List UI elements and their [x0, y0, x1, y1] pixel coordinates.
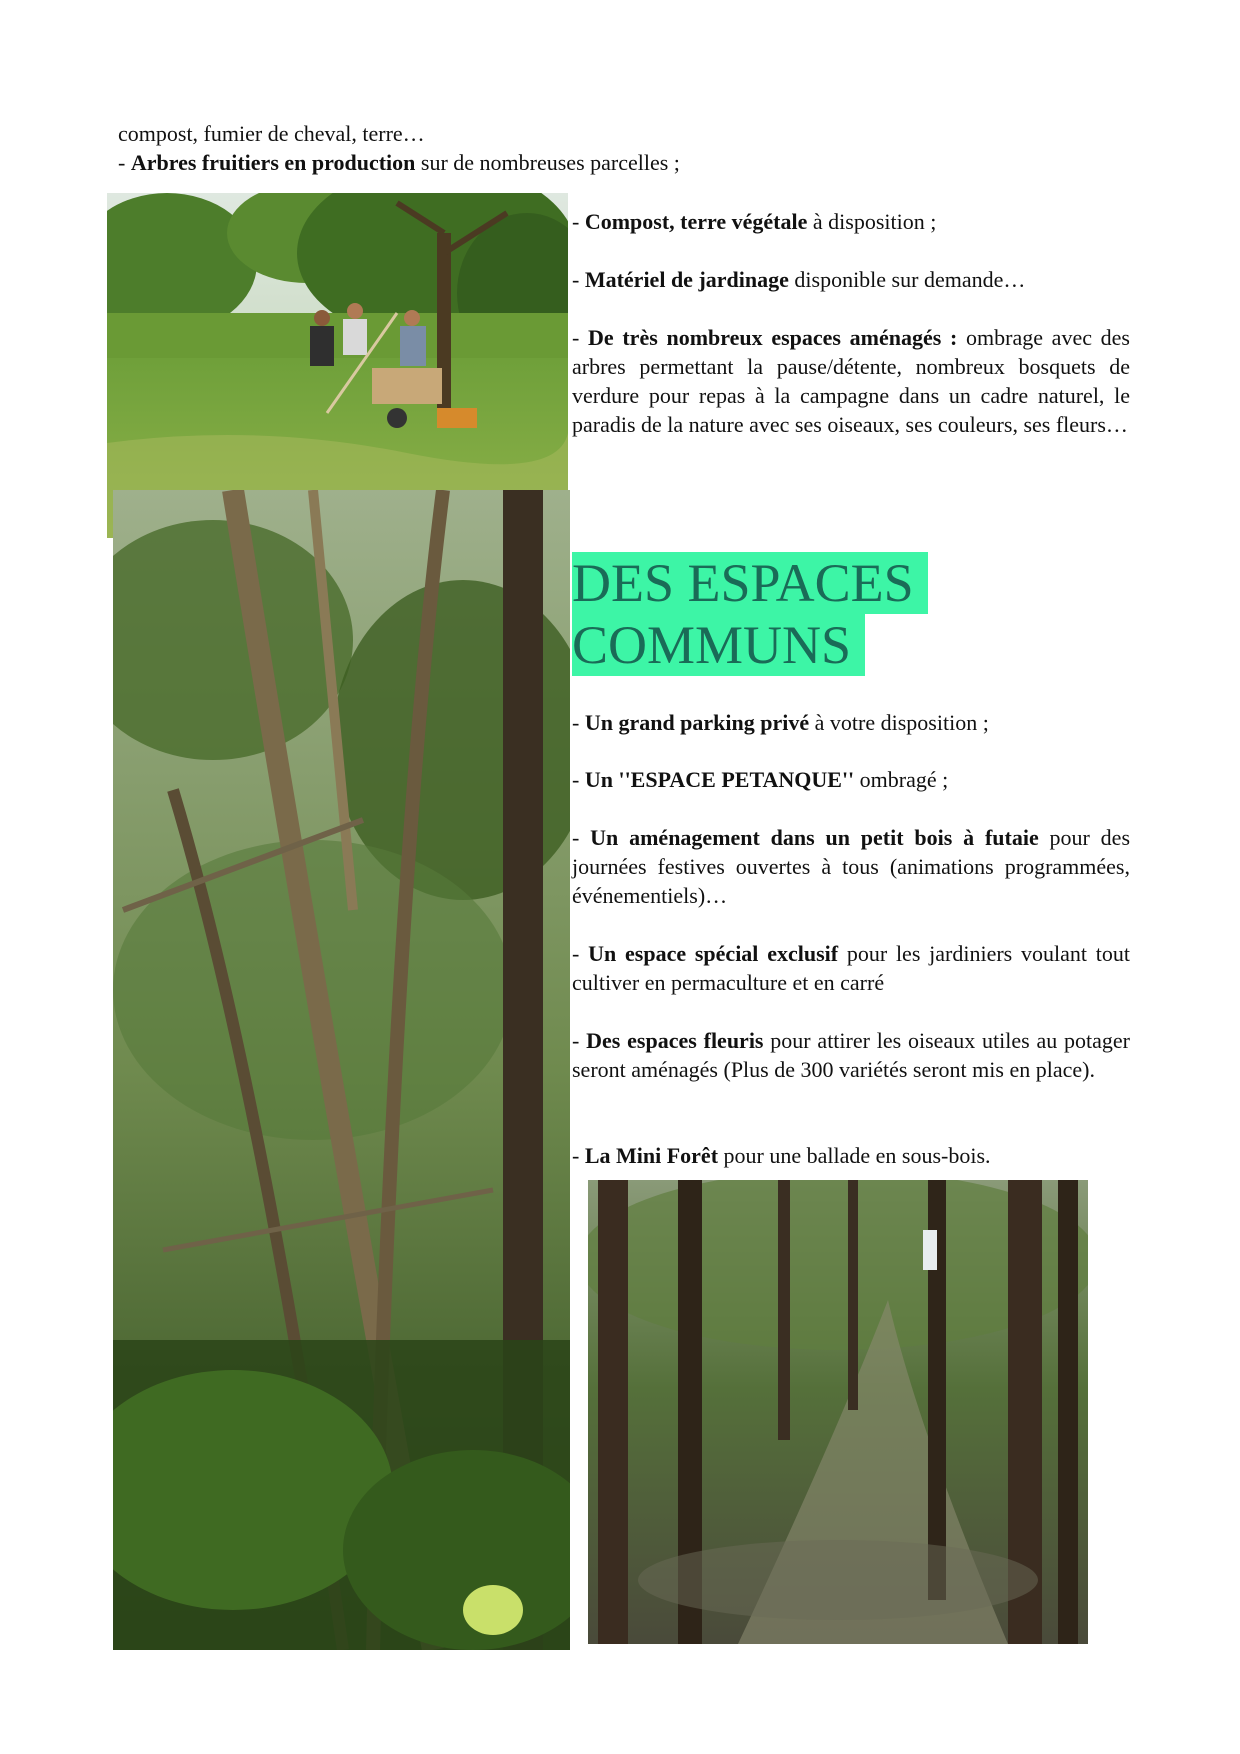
permaculture-rest: pour les jardiniers voulant tout cultiver en permaculture et en carré — [572, 941, 1130, 995]
mini-forest-bold: La Mini Forêt — [584, 1143, 719, 1168]
petanque-item — [572, 765, 1130, 794]
permaculture-bold: Un espace spécial exclusif — [588, 941, 839, 966]
bullet-dash: - — [572, 941, 589, 966]
bullet-dash: - — [572, 325, 589, 350]
compost-bold: Compost, terre végétale — [584, 209, 808, 234]
bullet-dash: - — [572, 1143, 585, 1168]
bullet-dash: - — [572, 767, 585, 792]
woods-bold: Un aménagement dans un petit bois à futaie — [590, 825, 1039, 850]
common-spaces-heading — [572, 552, 928, 676]
bullet-dash: - — [572, 209, 585, 234]
heading-line-1: DES ESPACES — [572, 552, 928, 614]
fruit-trees-bold: Arbres fruitiers en production — [130, 150, 416, 175]
parking-bold: Un grand parking privé — [584, 710, 810, 735]
flowers-bold: Des espaces fleuris — [586, 1028, 764, 1053]
forest-photo — [113, 490, 570, 1650]
flowers-item — [572, 1026, 1130, 1084]
spaces-rest: ombrage avec des arbres permettant la pause/détente, nombreux bosquets de verdure pour repas à la campagne dans un cadre naturel, le paradis de la nature avec ses oiseaux, ses couleurs, ses fleurs… — [572, 325, 1130, 437]
intro-text: compost, fumier de cheval, terre… — [118, 121, 425, 146]
tools-item — [572, 265, 1130, 294]
mini-forest-item — [572, 1141, 1130, 1170]
bullet-dash: - — [572, 267, 585, 292]
bullet-dash: - — [572, 1028, 587, 1053]
petanque-rest: ombragé ; — [854, 767, 949, 792]
spaces-item — [572, 323, 1130, 439]
bullet-dash: - — [572, 825, 591, 850]
compost-rest: à disposition ; — [807, 209, 937, 234]
bullet-dash: - — [572, 710, 585, 735]
fruit-trees-rest: sur de nombreuses parcelles ; — [415, 150, 680, 175]
intro-line — [118, 119, 425, 148]
mini-forest-rest: pour une ballade en sous-bois. — [718, 1143, 991, 1168]
bullet-dash: - — [118, 150, 131, 175]
compost-item — [572, 207, 1130, 236]
tools-bold: Matériel de jardinage — [584, 267, 789, 292]
petanque-bold: Un ''ESPACE PETANQUE'' — [584, 767, 855, 792]
parking-item — [572, 708, 1130, 737]
permaculture-item — [572, 939, 1130, 997]
tools-rest: disponible sur demande… — [788, 267, 1026, 292]
heading-line-2: COMMUNS — [572, 614, 865, 676]
parking-rest: à votre disposition ; — [809, 710, 989, 735]
fruit-trees-line — [118, 148, 680, 177]
gardeners-photo — [107, 193, 568, 538]
woods-item — [572, 823, 1130, 910]
mini-forest-photo — [588, 1180, 1088, 1644]
spaces-bold: De très nombreux espaces aménagés : — [588, 325, 958, 350]
flowers-rest: pour attirer les oiseaux utiles au potager seront aménagés (Plus de 300 variétés seront mis en place). — [572, 1028, 1131, 1082]
woods-rest: pour des journées festives ouvertes à tous (animations programmées, événementiels)… — [572, 825, 1131, 908]
